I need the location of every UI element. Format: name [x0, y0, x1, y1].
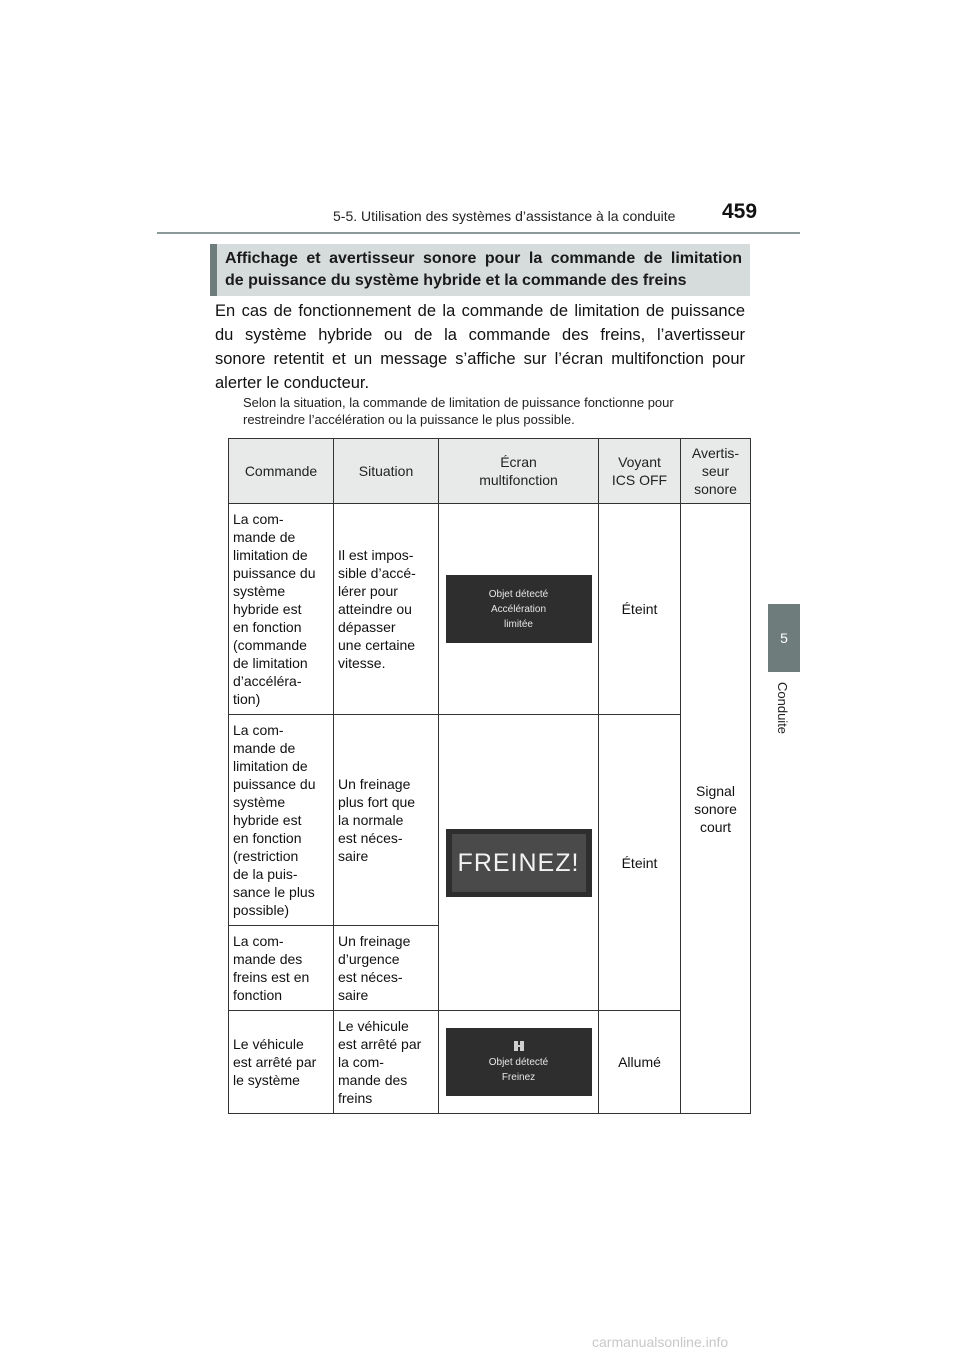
cell-line: limitation de	[233, 758, 308, 774]
cell-line: système	[233, 794, 286, 810]
display-text: limitée	[504, 618, 533, 630]
cell-line: système	[233, 583, 286, 599]
cell-situation	[334, 715, 439, 926]
note-line: restreindre l’accélération ou la puissance le plus possible.	[243, 412, 575, 427]
cell-line: dépasser	[338, 619, 396, 635]
cell-line: La com-	[233, 511, 284, 527]
cell-line: en fonction	[233, 619, 302, 635]
header-avertisseur	[681, 439, 751, 504]
table-header-row	[229, 439, 751, 504]
cell-line: de limitation	[233, 655, 308, 671]
intro-line: En cas de fonctionnement de la commande de limitation de puissance	[215, 302, 745, 320]
header-situation: Situation	[334, 439, 439, 504]
cell-voyant: Éteint	[599, 504, 681, 715]
cell-line: mande des	[233, 951, 303, 967]
display-text: Objet détecté	[488, 1057, 549, 1068]
display-text: FREINEZ!	[452, 834, 586, 892]
cell-line: mande de	[233, 740, 296, 756]
cell-voyant: Éteint	[599, 715, 681, 1011]
cell-line: le système	[233, 1072, 300, 1088]
page-number: 459	[722, 200, 758, 223]
cell-commande	[229, 1011, 334, 1114]
cell-line: une certaine	[338, 637, 416, 653]
cell-line: est néces-	[338, 830, 403, 846]
intro-paragraph	[215, 299, 745, 395]
intro-line: du système hybride ou de la commande des freins, l’avertisseur	[215, 326, 745, 344]
cell-line: d’urgence	[338, 951, 400, 967]
cell-line: hybride est	[233, 812, 302, 828]
cell-line: Signal	[696, 782, 735, 799]
cell-line: sonore	[694, 800, 737, 817]
header-avertisseur-line: sonore	[694, 481, 737, 497]
note-paragraph	[243, 394, 748, 428]
cell-line: est arrêté par	[233, 1054, 317, 1070]
cell-line: court	[699, 818, 732, 835]
cell-line: plus fort que	[338, 794, 416, 810]
cell-line: est arrêté par	[338, 1036, 422, 1052]
header-avertisseur-line: seur	[701, 463, 730, 479]
cell-commande	[229, 926, 334, 1011]
cell-line: vitesse.	[338, 655, 386, 671]
cell-line: tion)	[233, 691, 261, 707]
header-commande: Commande	[229, 439, 334, 504]
multi-display-accel-limit	[446, 575, 592, 643]
cell-commande	[229, 715, 334, 926]
header-divider	[157, 232, 800, 234]
header-ecran-line: multifonction	[479, 472, 558, 488]
cell-line: mande des	[338, 1072, 408, 1088]
cell-line: limitation de	[233, 547, 308, 563]
cell-line: d’accéléra-	[233, 673, 302, 689]
cell-line: mande de	[233, 529, 296, 545]
running-header: 5-5. Utilisation des systèmes d’assistance à la conduite	[333, 208, 676, 224]
cell-ecran	[439, 504, 599, 715]
cell-line: (restriction	[233, 848, 299, 864]
cell-line: La com-	[233, 933, 284, 949]
multi-display-freinez	[446, 829, 592, 897]
cell-situation	[334, 926, 439, 1011]
note-line: Selon la situation, la commande de limitation de puissance fonctionne pour	[243, 395, 674, 410]
cell-ecran	[439, 715, 599, 1011]
header-voyant	[599, 439, 681, 504]
header-ecran	[439, 439, 599, 504]
cell-line: Le véhicule	[233, 1036, 304, 1052]
cell-line: Le véhicule	[338, 1018, 409, 1034]
display-text: Freinez	[501, 1072, 536, 1083]
header-voyant-line: Voyant	[618, 454, 661, 470]
cell-line: (commande	[233, 637, 307, 653]
cell-line: fonction	[233, 987, 283, 1003]
cell-line: freins est en	[233, 969, 310, 985]
cell-line: la normale	[338, 812, 404, 828]
header-ecran-line: Écran	[500, 454, 537, 470]
cell-line: puissance du	[233, 776, 316, 792]
chapter-tab: 5	[768, 604, 800, 672]
intro-line: alerter le conducteur.	[215, 374, 370, 392]
cell-avertisseur	[681, 504, 751, 1114]
cell-line: freins	[338, 1090, 373, 1106]
multi-display-freinez-detect	[446, 1028, 592, 1096]
intro-line: sonore retentit et un message s’affiche sur l’écran multifonction pour	[215, 350, 745, 368]
cell-line: Un freinage	[338, 776, 411, 792]
brake-warning-icon	[513, 1039, 525, 1053]
cell-line: de la puis-	[233, 866, 298, 882]
cell-situation	[334, 504, 439, 715]
cell-line: saire	[338, 987, 369, 1003]
cell-ecran	[439, 1011, 599, 1114]
cell-line: sible d’accé-	[338, 565, 416, 581]
header-avertisseur-line: Avertis-	[691, 445, 740, 461]
cell-voyant: Allumé	[599, 1011, 681, 1114]
display-text: Objet détecté	[488, 588, 549, 600]
cell-line: saire	[338, 848, 369, 864]
chapter-label: Conduite	[775, 682, 790, 735]
section-title-line: Affichage et avertisseur sonore pour la commande de limitation	[225, 250, 742, 267]
cell-commande	[229, 504, 334, 715]
cell-line: sance le plus	[233, 884, 315, 900]
header-voyant-line: ICS OFF	[611, 472, 668, 488]
cell-situation	[334, 1011, 439, 1114]
section-title	[210, 244, 750, 296]
cell-line: hybride est	[233, 601, 302, 617]
table-row	[229, 1011, 751, 1114]
cell-line: Un freinage	[338, 933, 411, 949]
table-row	[229, 715, 751, 926]
cell-line: est néces-	[338, 969, 403, 985]
cell-line: en fonction	[233, 830, 302, 846]
warning-table	[228, 438, 751, 1114]
cell-line: puissance du	[233, 565, 316, 581]
cell-line: possible)	[233, 902, 290, 918]
cell-line: La com-	[233, 722, 284, 738]
table-row	[229, 504, 751, 715]
display-text: Accélération	[490, 603, 547, 615]
section-title-line: de puissance du système hybride et la commande des freins	[225, 272, 687, 289]
cell-line: lérer pour	[338, 583, 398, 599]
cell-line: la com-	[338, 1054, 384, 1070]
cell-line: Il est impos-	[338, 547, 414, 563]
cell-line: atteindre ou	[338, 601, 412, 617]
watermark: carmanualsonline.info	[592, 1334, 729, 1350]
